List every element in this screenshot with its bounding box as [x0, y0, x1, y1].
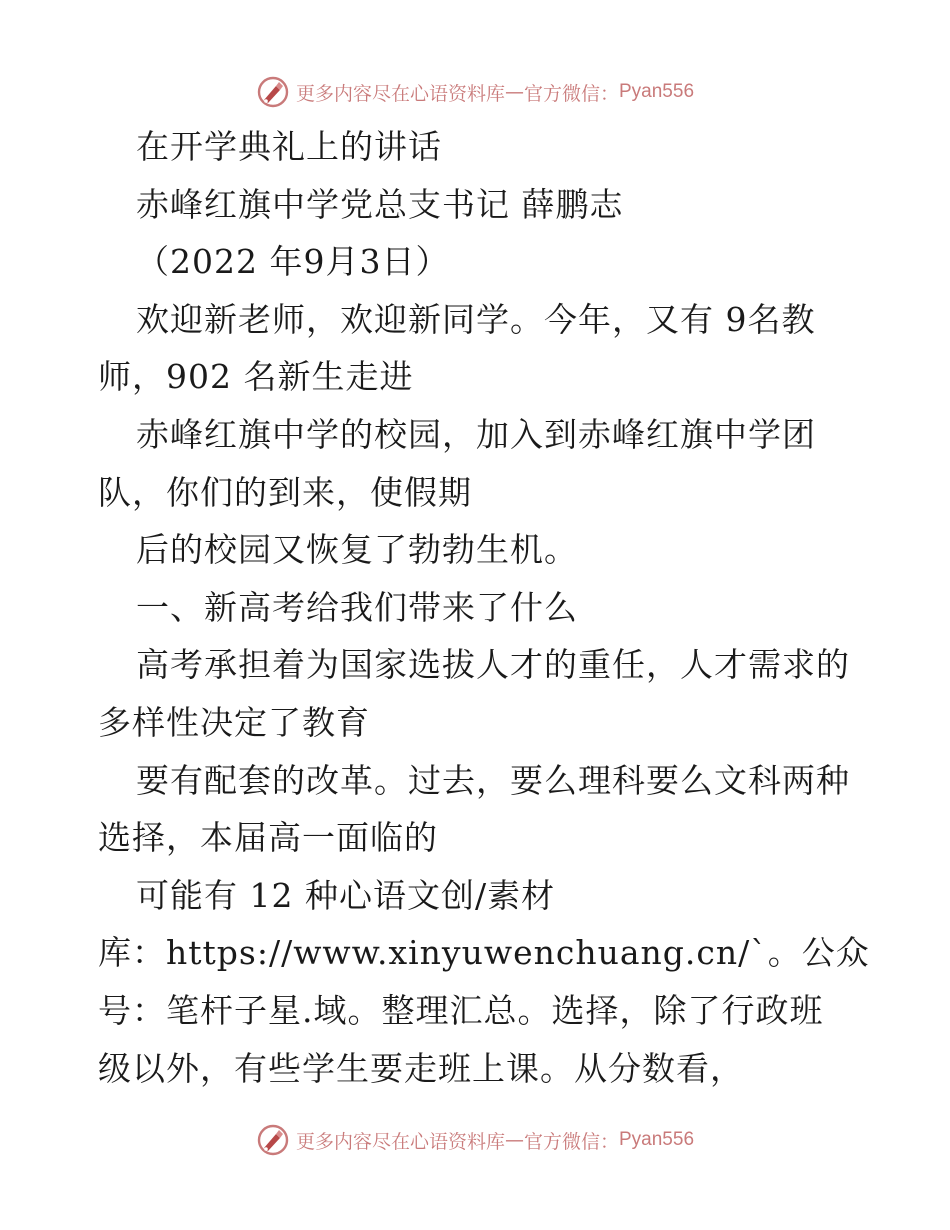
- text-line: 选择，本届高一面临的: [98, 818, 438, 858]
- document-body: [98, 118, 870, 1097]
- banner-wechat-id: Pyan556: [619, 81, 695, 102]
- text-line: 号：笔杆子星.域。整理汇总。选择，除了行政班: [98, 990, 824, 1030]
- text-line: （2022 年9月3日）: [136, 242, 450, 282]
- text-line: 一、新高考给我们带来了什么: [136, 587, 578, 627]
- pen-logo-icon: [256, 1123, 290, 1157]
- text-line: 库：https://www.xinyuwenchuang.cn/`。公众: [98, 933, 870, 973]
- banner-site-text: 更多内容尽在心语资料库: [295, 82, 505, 105]
- text-line: 赤峰红旗中学党总支书记 薛鹏志: [136, 184, 624, 224]
- text-line: 队，你们的到来，使假期: [98, 472, 472, 512]
- text-line: 在开学典礼上的讲话: [136, 127, 442, 166]
- banner-dash: —: [504, 81, 524, 103]
- header-watermark-banner: [0, 72, 950, 112]
- banner-wechat-id: Pyan556: [619, 1129, 695, 1150]
- text-line: 高考承担着为国家选拔人才的重任，人才需求的: [136, 645, 850, 685]
- text-line: 师，902 名新生走进: [98, 357, 414, 397]
- footer-watermark-banner: [0, 1120, 950, 1160]
- text-line: 多样性决定了教育: [98, 702, 370, 742]
- banner-dash: —: [504, 1129, 524, 1151]
- banner-site-text: 更多内容尽在心语资料库: [295, 1130, 505, 1153]
- text-line: 要有配套的改革。过去，要么理科要么文科两种: [136, 760, 850, 800]
- banner-wechat-label: 官方微信：: [523, 82, 619, 105]
- text-line: 赤峰红旗中学的校园，加入到赤峰红旗中学团: [136, 414, 816, 454]
- pen-logo-icon: [256, 75, 290, 109]
- text-line: 级以外，有些学生要走班上课。从分数看，: [98, 1048, 744, 1088]
- banner-wechat-label: 官方微信：: [523, 1130, 619, 1153]
- text-line: 可能有 12 种心语文创/素材: [136, 875, 556, 915]
- text-line: 后的校园又恢复了勃勃生机。: [136, 530, 578, 570]
- text-line: 欢迎新老师，欢迎新同学。今年，又有 9名教: [136, 299, 816, 339]
